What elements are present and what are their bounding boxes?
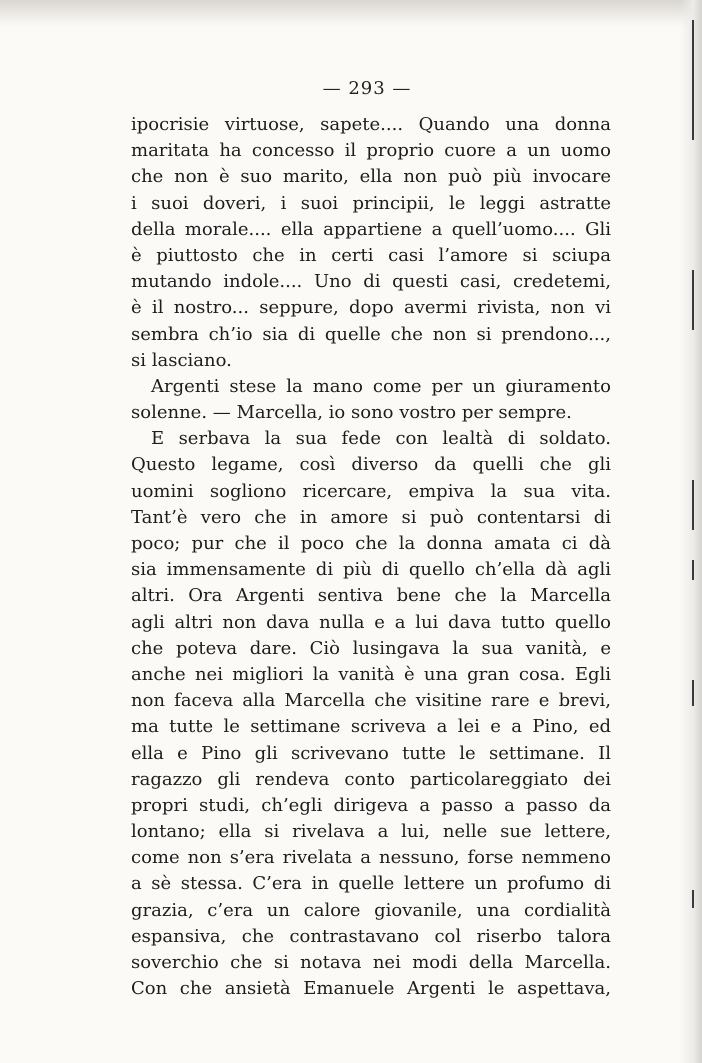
- text-line: Tant’è vero che in amore si può contentarsi di: [131, 506, 611, 528]
- text-line: non faceva alla Marcella che visitine rare e brevi,: [131, 690, 611, 712]
- text-line: che poteva dare. Ciò lusingava la sua vanità, e: [131, 637, 611, 659]
- text-line: agli altri non dava nulla e a lui dava tutto quello: [131, 611, 611, 633]
- text-line: sia immensamente di più di quello ch’ella dà agli: [131, 559, 611, 581]
- text-line: come non s’era rivelata a nessuno, forse nemmeno: [131, 847, 611, 869]
- text-line: è piuttosto che in certi casi l’amore si sciupa: [131, 244, 611, 266]
- text-line: che non è suo marito, ella non può più invocare: [131, 166, 611, 188]
- text-line: Con che ansietà Emanuele Argenti le aspettava,: [131, 978, 611, 1000]
- text-line: E serbava la sua fede con lealtà di soldato.: [151, 428, 611, 450]
- body-text: [131, 112, 611, 1002]
- text-line: propri studi, ch’egli dirigeva a passo a passo da: [131, 794, 611, 816]
- text-line: maritata ha concesso il proprio cuore a un uomo: [131, 140, 611, 162]
- text-line: ipocrisie virtuose, sapete.... Quando una donna: [131, 114, 611, 135]
- page-top-edge: [0, 0, 702, 28]
- text-line: lontano; ella si rivelava a lui, nelle sue lettere,: [131, 821, 611, 843]
- edge-mark: [692, 560, 694, 580]
- text-line: grazia, c’era un calore giovanile, una cordialità: [131, 899, 611, 921]
- text-line: poco; pur che il poco che la donna amata ci dà: [131, 533, 611, 554]
- page-binding-edge: [680, 0, 702, 1063]
- text-line: si lasciano.: [131, 349, 232, 371]
- edge-mark: [692, 680, 694, 706]
- text-line: solenne. — Marcella, io sono vostro per sempre.: [131, 402, 572, 424]
- text-line: uomini sogliono ricercare, empiva la sua vita.: [131, 480, 611, 502]
- text-line: altri. Ora Argenti sentiva bene che la Marcella: [131, 585, 611, 607]
- text-line: della morale.... ella appartiene a quell’uomo.... Gli: [131, 218, 611, 240]
- text-line: sembra ch’io sia di quelle che non si prendono...,: [131, 323, 611, 345]
- text-line: soverchio che si notava nei modi della Marcella.: [131, 952, 611, 973]
- text-line: anche nei migliori la vanità è una gran cosa. Egli: [131, 663, 611, 685]
- text-line: mutando indole.... Uno di questi casi, credetemi,: [131, 271, 611, 293]
- text-line: ragazzo gli rendeva conto particolareggiato dei: [131, 768, 611, 790]
- page-number: — 293 —: [322, 78, 412, 99]
- text-line: ella e Pino gli scrivevano tutte le settimane. Il: [131, 742, 611, 764]
- text-line: Questo legame, così diverso da quelli che gli: [131, 454, 611, 476]
- text-line: a sè stessa. C’era in quelle lettere un profumo di: [131, 873, 611, 895]
- edge-mark: [692, 270, 694, 330]
- text-line: è il nostro... seppure, dopo avermi rivista, non vi: [131, 297, 611, 319]
- text-line: ma tutte le settimane scriveva a lei e a Pino, ed: [131, 716, 611, 738]
- edge-mark: [692, 480, 694, 530]
- text-line: espansiva, che contrastavano col riserbo talora: [131, 925, 611, 947]
- text-line: Argenti stese la mano come per un giuramento: [151, 375, 611, 397]
- text-line: i suoi doveri, i suoi principii, le leggi astratte: [131, 192, 611, 214]
- edge-mark: [692, 890, 694, 908]
